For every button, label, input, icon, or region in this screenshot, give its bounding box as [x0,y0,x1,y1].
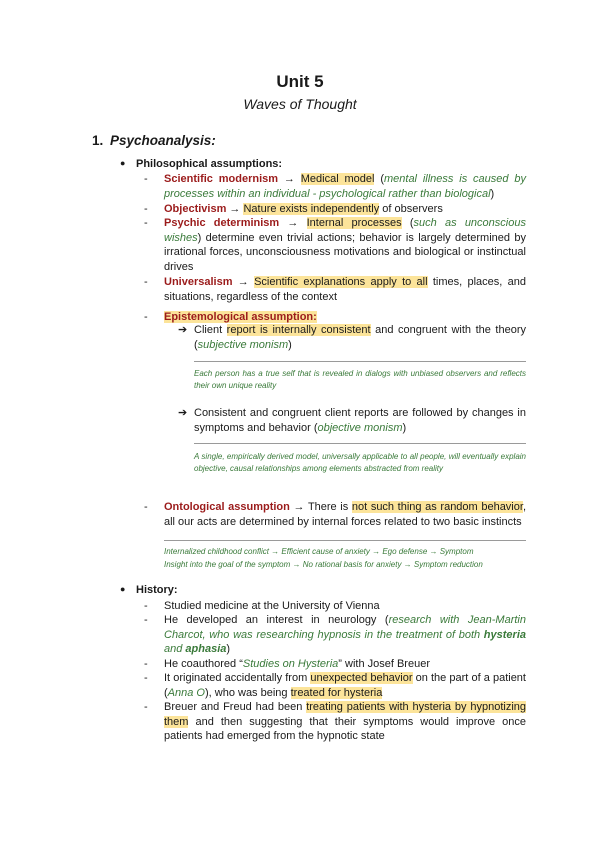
term: Epistemological assumption: [164,311,317,323]
text: It originated accidentally from [164,672,311,684]
bold-term: hysteria [483,628,526,641]
text: ) [402,421,407,434]
term: Scientific modernism [164,173,279,185]
section-title: Psychoanalysis: [110,133,216,148]
highlight: Internal processes [306,217,402,229]
list-item-psychic-determinism: - Psychic determinism → Internal processes (such as unconscious wishes) determine even trivial actions; behavior is largely determined by irrational forces, unconsciousness motivations and biological or instinctual drives [144,217,526,273]
text: on the part of a patient ( [164,672,526,699]
highlight: Medical model [300,173,375,185]
divider [164,540,526,541]
history-item-3: - He coauthored “Studies on Hysteria” with Josef Breuer [144,658,430,670]
green-note: such as unconscious wishes [164,217,526,244]
list-item-objectivism: - Objectivism → Nature exists independently of observers [144,203,443,215]
green-note: and [164,643,186,656]
highlight: Nature exists independently [243,203,380,215]
highlight: report is internally consistent [226,324,371,336]
term: Ontological assumption [164,501,290,513]
divider [194,361,526,362]
green-note: research with Jean-Martin Charcot, who was researching hypnosis in the treatment of both [164,614,526,641]
highlight: Scientific explanations apply to all [254,276,428,288]
arrow: → [232,276,255,288]
green-note: objective monism [317,421,403,434]
arrow: → [279,217,307,229]
bullet-philosophical [120,158,283,170]
history-item-2: - He developed an interest in neurology (research with Jean-Martin Charcot, who was researching hypnosis in the treatment of both hysteria and aphasia) [144,614,526,656]
list-item-ontological: - Ontological assumption → There is not such thing as random behavior, all our acts are determined by internal forces related to two basic instincts [144,501,526,528]
arrow: → There is [289,501,352,513]
text: He coauthored “ [164,658,243,670]
text: and then suggesting that their symptoms would improve once patients had emerged from the hypnotic state [164,715,526,743]
bullet-dot-icon: ● [120,584,126,594]
arrow-item-consistent-reports [178,406,526,435]
term: Psychic determinism [164,217,280,229]
causal-chain-1: Internalized childhood conflict → Efficient cause of anxiety → Ego defense → Symptom [164,547,474,556]
bullet-heading: Philosophical assumptions: [136,158,283,170]
text: Consistent and congruent client reports are followed by changes in symptoms and behavior ( [194,407,526,434]
history-item-5: - Breuer and Freud had been treating patients with hysteria by hypnotizing them and then suggesting that their symptoms would improve once patients had emerged from the hypnotic state [144,701,526,743]
arrow-item-internally-consistent [178,323,526,352]
bullet-heading: History: [136,584,178,596]
bullet-history [120,584,178,596]
text: ) [288,338,292,351]
arrow-bullet-icon: ➔ [178,324,188,336]
term: Universalism [164,276,233,288]
text: Studied medicine at the University of Vienna [164,600,380,612]
text: Breuer and Freud had been [164,701,307,713]
bold-term: aphasia [185,643,227,656]
arrow: → [278,173,301,185]
list-item-universalism: - Universalism → Scientific explanations apply to all times, places, and situations, regardless of the context [144,276,527,303]
section-heading-psychoanalysis [92,133,216,148]
quote-subjective-monism: Each person has a true self that is revealed in dialogs with unbiased observers and reflects their own unique reality [194,369,526,390]
text: ) determine even trivial actions; behavior is largely determined by irrational forces, unconsciousness motivations and biological or instinctual drives [164,231,526,273]
text: ( [374,173,384,185]
page-subtitle: Waves of Thought [243,96,357,112]
quote-objective-monism: A single, empirically derived model, universally applicable to all people, will eventually explain objective, causal relationships among elements abstracted from reality [194,452,526,473]
green-note: Anna O [167,686,205,699]
text: ” with Josef Breuer [338,658,430,670]
highlight: not such thing as random behavior [351,501,523,513]
bullet-dot-icon: ● [120,158,126,168]
list-item-epistemological: - Epistemological assumption: [144,311,317,323]
history-item-1: - Studied medicine at the University of Vienna [144,600,380,612]
section-number: 1. [92,133,104,148]
history-item-4: - It originated accidentally from unexpected behavior on the part of a patient (Anna O), who was being treated for hysteria [144,672,526,699]
highlight: unexpected behavior [310,672,413,684]
arrow: → [226,203,244,215]
term: Objectivism [164,203,227,215]
causal-chain-2: Insight into the goal of the symptom → No rational basis for anxiety → Symptom reduction [164,560,483,569]
green-note: mental illness is caused by processes within an individual - psychological rather than biological [164,173,526,200]
text: , all our acts are determined by internal forces related to two basic instincts [164,501,526,528]
text: Client [194,324,227,336]
green-note: subjective monism [197,338,289,351]
highlight: treated for hysteria [290,686,383,699]
green-note: Studies on Hysteria [242,658,339,670]
highlight: treating patients with hysteria by hypnotizing them [164,701,526,728]
text: He developed an interest in neurology ( [164,614,389,626]
text: and congruent with the theory ( [194,324,526,351]
list-item-scientific-modernism: - Scientific modernism → Medical model (mental illness is caused by processes within an individual - psychological rather than biological) [144,173,526,200]
divider [194,443,526,444]
text: ) [490,187,495,200]
text: ) [226,643,231,656]
text: ( [401,217,414,229]
text: of observers [379,203,443,215]
text: ), who was being [204,686,291,699]
page-title: Unit 5 [276,72,324,91]
arrow-bullet-icon: ➔ [178,407,188,419]
text: times, places, and situations, regardless of the context [164,276,527,303]
